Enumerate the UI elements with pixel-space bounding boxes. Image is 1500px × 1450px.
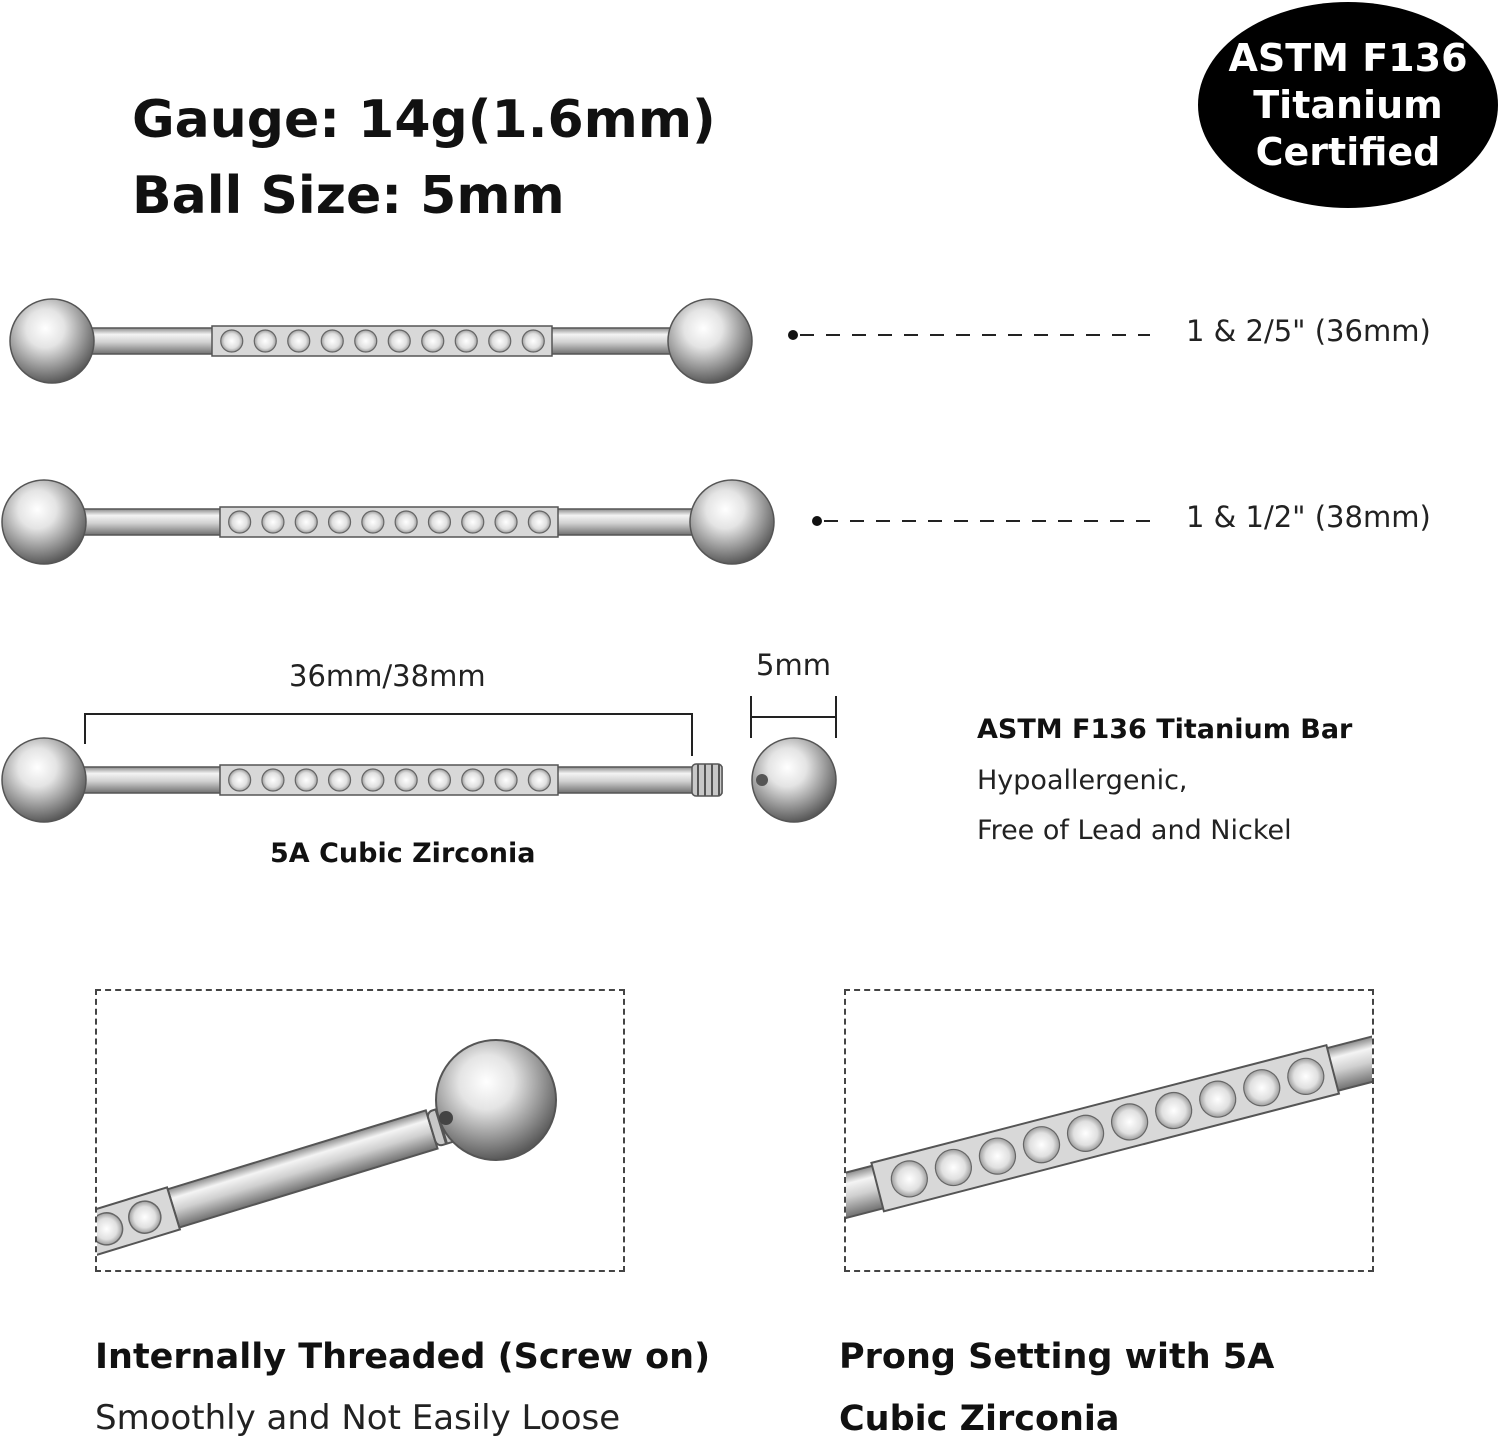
gem xyxy=(462,511,484,533)
gem xyxy=(329,769,351,791)
gem xyxy=(462,769,484,791)
gem xyxy=(522,330,544,352)
thread-detail-box xyxy=(95,989,625,1272)
gem xyxy=(262,769,284,791)
length-bracket xyxy=(85,714,692,756)
ball-thread-hole xyxy=(756,774,768,786)
ball-right xyxy=(690,480,774,564)
gem xyxy=(528,511,550,533)
barbell-38mm xyxy=(2,480,774,564)
gem xyxy=(528,769,550,791)
gem xyxy=(321,330,343,352)
ball-bracket xyxy=(751,696,836,738)
prong-detail-box xyxy=(844,989,1374,1272)
gauge-text: Gauge: 14g(1.6mm) xyxy=(132,90,716,150)
feature-prong-title-2: Cubic Zirconia xyxy=(839,1399,1120,1439)
feature-thread-title: Internally Threaded (Screw on) xyxy=(95,1337,711,1377)
gem xyxy=(388,330,410,352)
gem-label: 5A Cubic Zirconia xyxy=(270,838,536,869)
gem xyxy=(395,769,417,791)
ball-left xyxy=(10,299,94,383)
gem xyxy=(229,769,251,791)
size-label-36mm: 1 & 2/5" (36mm) xyxy=(1186,314,1431,348)
gem xyxy=(229,511,251,533)
gem xyxy=(362,511,384,533)
gem xyxy=(355,330,377,352)
gem xyxy=(428,511,450,533)
gem xyxy=(295,511,317,533)
thread xyxy=(692,764,722,796)
feature-prong-title-1: Prong Setting with 5A xyxy=(839,1337,1275,1377)
gem xyxy=(288,330,310,352)
material-line-1: Hypoallergenic, xyxy=(977,765,1188,796)
barbell-disassembled xyxy=(2,696,836,822)
gem xyxy=(329,511,351,533)
ball-size-text: Ball Size: 5mm xyxy=(132,166,565,226)
gem xyxy=(221,330,243,352)
ball-left xyxy=(2,480,86,564)
leader-dot-2 xyxy=(812,516,822,526)
ball-right xyxy=(668,299,752,383)
badge-line-1: ASTM F136 xyxy=(1228,36,1468,80)
ball-left xyxy=(2,738,86,822)
material-title: ASTM F136 Titanium Bar xyxy=(977,714,1353,745)
gem xyxy=(262,511,284,533)
gem xyxy=(455,330,477,352)
barbell-36mm xyxy=(10,299,752,383)
material-line-2: Free of Lead and Nickel xyxy=(977,815,1292,846)
badge-line-3: Certified xyxy=(1255,130,1441,174)
gem xyxy=(295,769,317,791)
badge-line-2: Titanium xyxy=(1253,83,1443,127)
gem xyxy=(395,511,417,533)
leader-dot-1 xyxy=(788,330,798,340)
gem xyxy=(254,330,276,352)
gem xyxy=(495,511,517,533)
feature-thread-subtitle: Smoothly and Not Easily Loose xyxy=(95,1398,621,1438)
ball-size-label: 5mm xyxy=(756,648,831,682)
gem xyxy=(489,330,511,352)
gem xyxy=(428,769,450,791)
gem xyxy=(422,330,444,352)
gem xyxy=(362,769,384,791)
gem xyxy=(495,769,517,791)
size-label-38mm: 1 & 1/2" (38mm) xyxy=(1186,500,1431,534)
bar-length-label: 36mm/38mm xyxy=(289,659,486,693)
